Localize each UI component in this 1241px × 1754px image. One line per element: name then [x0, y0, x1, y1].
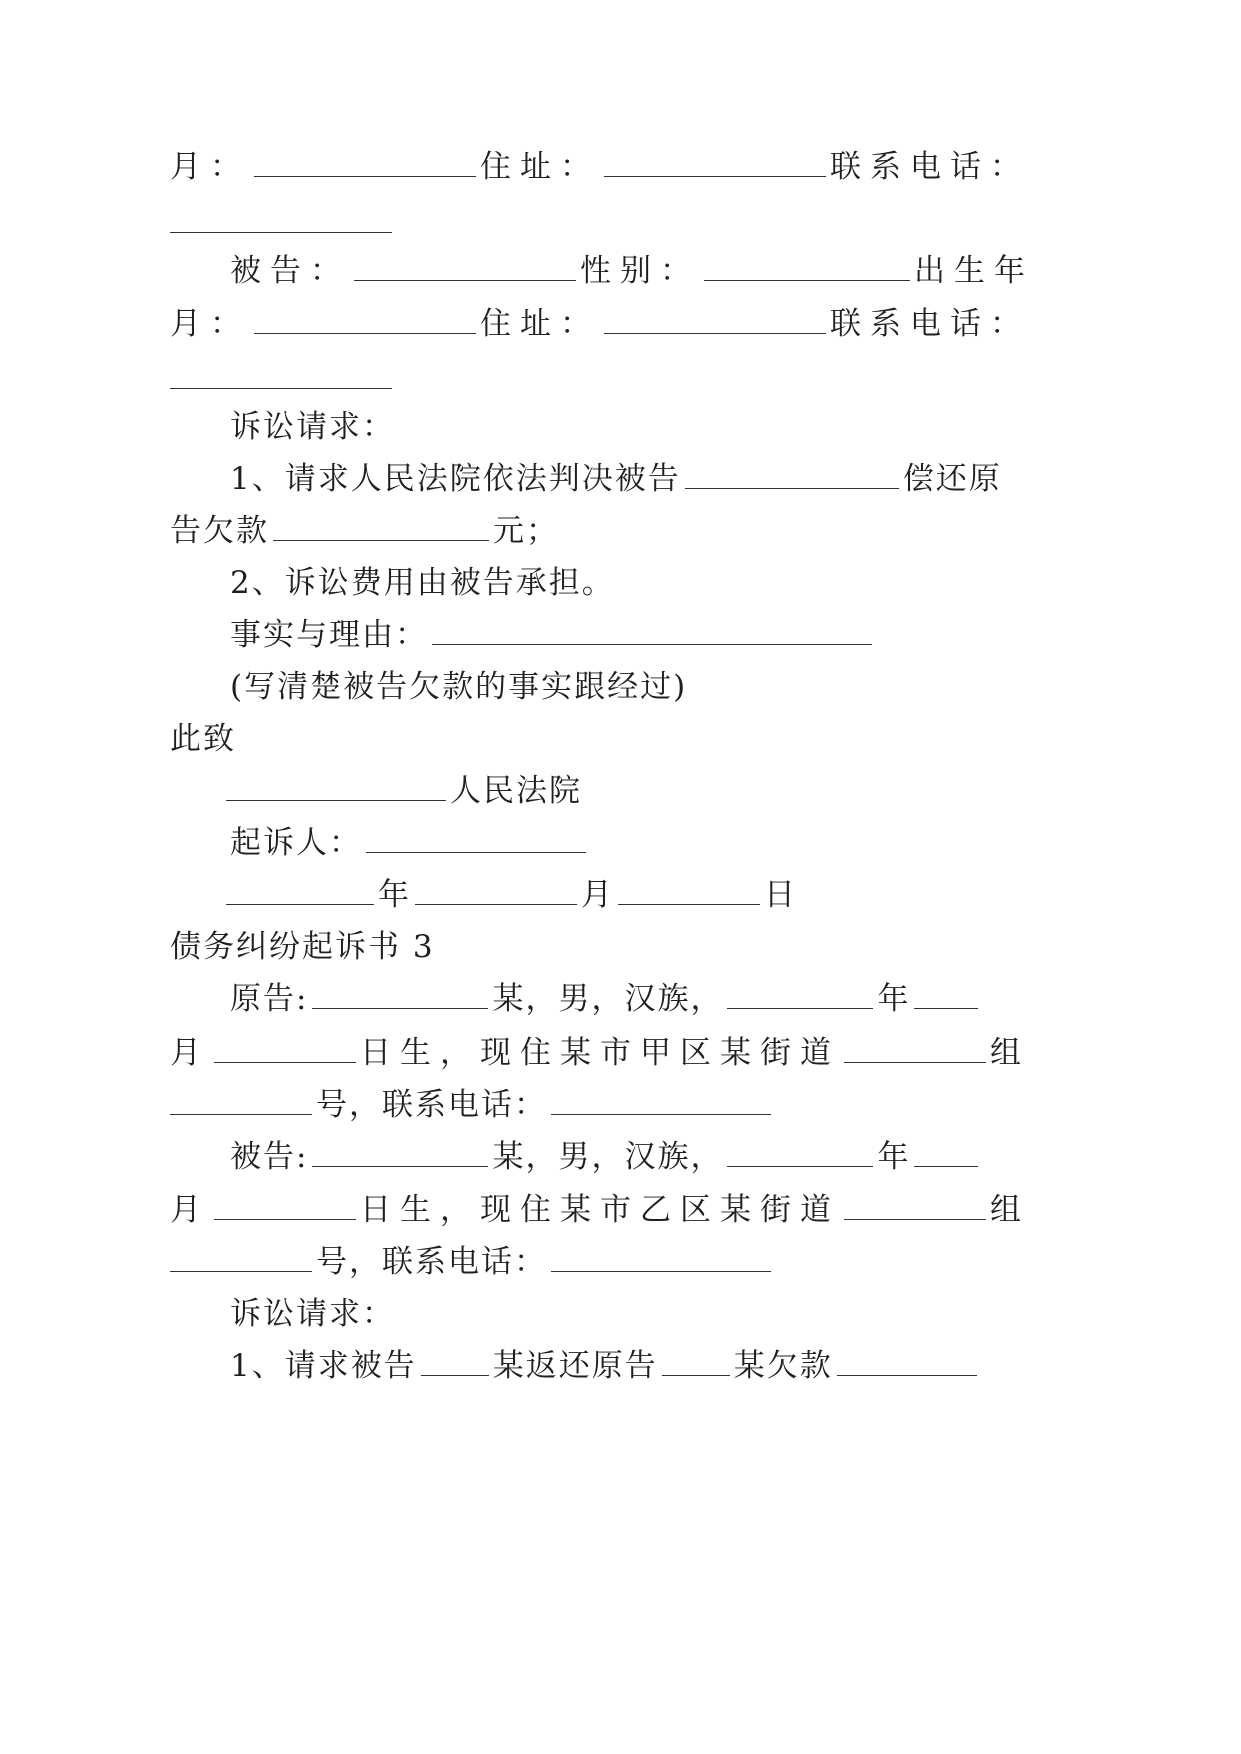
month-label: 月	[170, 1035, 210, 1071]
claim-1-line	[230, 459, 1002, 499]
defendant-address-line	[170, 1190, 1030, 1230]
month-blank[interactable]	[415, 878, 577, 905]
court-label: 人民法院	[450, 773, 582, 809]
section-heading-text: 债务纠纷起诉书 3	[170, 929, 435, 965]
court-line	[226, 771, 582, 811]
currency-unit: 元；	[493, 513, 559, 549]
address-blank[interactable]	[604, 307, 826, 334]
claim-return-text: 1、请求被告	[230, 1348, 417, 1384]
claim-return-line	[230, 1346, 981, 1386]
claim-1-text: 1、请求人民法院依法判决被告	[230, 461, 681, 497]
claims-heading-text: 诉讼请求：	[230, 409, 395, 445]
birth-month-label: 月：	[170, 149, 250, 185]
claim-1-text-end: 偿还原	[902, 461, 1002, 497]
section-heading	[170, 927, 435, 967]
plaintiff-sign-label: 起诉人：	[230, 825, 362, 861]
address-text: 日生，现住某市乙区某街道	[360, 1192, 840, 1228]
plaintiff-desc: 某，男，汉族，	[492, 981, 724, 1017]
phone-label: 联系电话：	[830, 306, 1030, 342]
plaintiff-info-line	[230, 979, 982, 1019]
phone-label: 号，联系电话：	[316, 1087, 547, 1123]
address-blank[interactable]	[604, 150, 826, 177]
plaintiff-address-line	[170, 1033, 1030, 1073]
gender-label: 性别：	[580, 253, 700, 289]
month-label: 月	[581, 877, 614, 913]
claim-return-end: 某欠款	[733, 1348, 833, 1384]
defendant-info-line	[230, 1137, 982, 1177]
plaintiff-surname-blank[interactable]	[662, 1349, 730, 1376]
phone-label: 联系电话：	[830, 149, 1030, 185]
birth-date-blank[interactable]	[254, 307, 476, 334]
plaintiff-birth-address-phone-line	[170, 147, 1030, 187]
amount-blank[interactable]	[837, 1349, 977, 1376]
defendant-label: 被告：	[230, 253, 350, 289]
year-label: 年	[877, 981, 911, 1017]
claim-2-text: 2、诉讼费用由被告承担。	[230, 565, 615, 601]
claim-1-amount-line	[170, 511, 559, 551]
claims-heading	[230, 407, 395, 447]
birth-year-blank[interactable]	[727, 982, 873, 1009]
house-number-blank[interactable]	[170, 1088, 312, 1115]
birth-date-blank[interactable]	[254, 150, 476, 177]
group-blank[interactable]	[844, 1193, 986, 1220]
phone-blank[interactable]	[170, 231, 392, 233]
house-number-blank[interactable]	[170, 1245, 312, 1272]
facts-reasons-line	[230, 615, 876, 655]
year-label: 年	[378, 877, 411, 913]
phone-blank[interactable]	[551, 1245, 771, 1272]
group-label: 组	[990, 1192, 1030, 1228]
facts-instruction-text: (写清楚被告欠款的事实跟经过)	[230, 669, 688, 705]
birth-year-blank[interactable]	[727, 1140, 873, 1167]
claim-return-mid: 某返还原告	[492, 1348, 658, 1384]
birth-month-blank[interactable]	[914, 982, 978, 1009]
defendant-name-blank[interactable]	[685, 462, 899, 489]
claim-2-line	[230, 563, 615, 603]
phone-blank[interactable]	[170, 387, 392, 389]
salutation-text: 此致	[170, 721, 236, 757]
date-line	[226, 875, 797, 915]
court-name-blank[interactable]	[226, 774, 446, 801]
plaintiff-sign-line	[230, 823, 590, 863]
plaintiff-label: 原告:	[230, 981, 309, 1017]
defendant-birth-address-phone-line	[170, 304, 1030, 344]
address-text: 日生，现住某市甲区某街道	[360, 1035, 840, 1071]
year-blank[interactable]	[226, 878, 374, 905]
claims-heading-2	[230, 1294, 395, 1334]
year-label: 年	[877, 1139, 911, 1175]
gender-blank[interactable]	[704, 254, 910, 281]
amount-blank[interactable]	[273, 514, 489, 541]
birth-month-blank[interactable]	[914, 1140, 978, 1167]
month-label: 月	[170, 1192, 210, 1228]
defendant-surname-blank[interactable]	[312, 1140, 488, 1167]
phone-blank[interactable]	[551, 1088, 771, 1115]
salutation	[170, 719, 236, 759]
defendant-surname-blank[interactable]	[421, 1349, 489, 1376]
plaintiff-sign-blank[interactable]	[366, 826, 586, 853]
birth-day-blank[interactable]	[214, 1193, 356, 1220]
day-label: 日	[764, 877, 797, 913]
birth-month-label: 月：	[170, 306, 250, 342]
plaintiff-phone-line	[170, 1085, 775, 1125]
debt-label: 告欠款	[170, 513, 269, 549]
defendant-phone-line	[170, 1242, 775, 1282]
group-blank[interactable]	[844, 1036, 986, 1063]
birth-day-blank[interactable]	[214, 1036, 356, 1063]
defendant-label: 被告:	[230, 1139, 309, 1175]
birth-year-label: 出生年	[914, 253, 1034, 289]
day-blank[interactable]	[618, 878, 760, 905]
defendant-desc: 某，男，汉族，	[492, 1139, 724, 1175]
group-label: 组	[990, 1035, 1030, 1071]
facts-instruction	[230, 667, 687, 707]
defendant-line	[230, 251, 1034, 291]
plaintiff-surname-blank[interactable]	[312, 982, 488, 1009]
phone-label: 号，联系电话：	[316, 1244, 547, 1280]
address-label: 住址：	[480, 306, 600, 342]
facts-reasons-label: 事实与理由：	[230, 617, 428, 653]
address-label: 住址：	[480, 149, 600, 185]
defendant-name-blank[interactable]	[354, 254, 576, 281]
claims-heading-text: 诉讼请求：	[230, 1296, 395, 1332]
facts-reasons-blank[interactable]	[432, 618, 872, 645]
